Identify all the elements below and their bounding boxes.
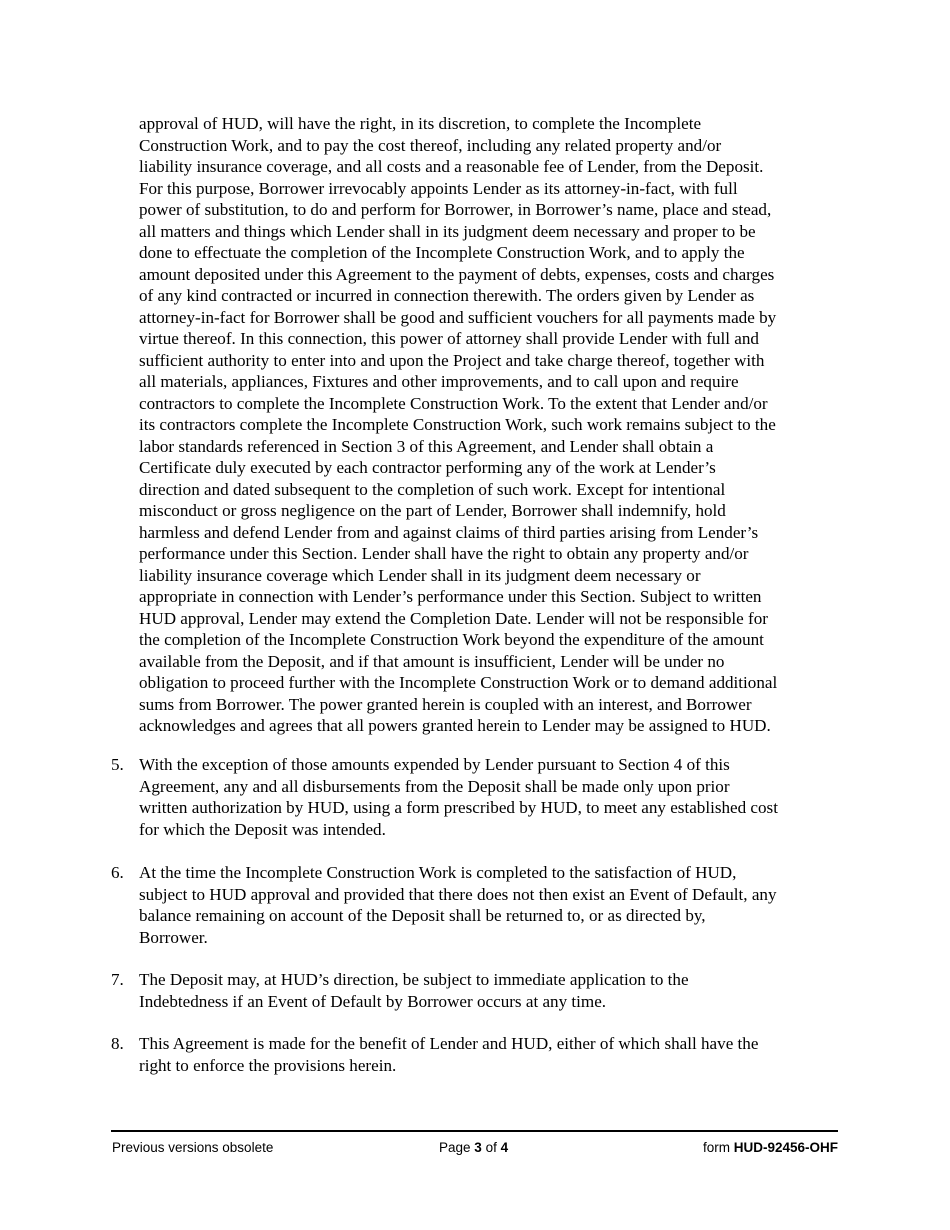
form-identifier <box>703 1139 838 1157</box>
item-number: 5. <box>111 755 124 774</box>
paragraph-line: misconduct or gross negligence on the part of Lender, Borrower shall indemnify, hold <box>139 501 726 520</box>
paragraph-line: For this purpose, Borrower irrevocably appoints Lender as its attorney-in-fact, with full <box>139 178 738 198</box>
paragraph-line: power of substitution, to do and perform for Borrower, in Borrower’s name, place and stead, <box>139 200 772 219</box>
paragraph-line: attorney-in-fact for Borrower shall be good and sufficient vouchers for all payments made by <box>139 307 777 327</box>
paragraph-line: Indebtedness if an Event of Default by Borrower occurs at any time. <box>139 991 607 1011</box>
item-text <box>139 1033 842 1076</box>
paragraph-line: HUD approval, Lender may extend the Completion Date. Lender will not be responsible for <box>139 608 768 628</box>
paragraph-line: Agreement, any and all disbursements from the Deposit shall be made only upon prior <box>139 776 730 796</box>
paragraph-line: all matters and things which Lender shall in its judgment deem necessary and proper to be <box>139 221 756 241</box>
paragraph-line: harmless and defend Lender from and against claims of third parties arising from Lender’s <box>139 522 759 542</box>
item-number: 6. <box>111 863 124 882</box>
paragraph-line: direction and dated subsequent to the completion of such work. Except for intentional <box>139 479 726 499</box>
paragraph-line: approval of HUD, will have the right, in its discretion, to complete the Incomplete <box>139 114 702 133</box>
item-text <box>139 862 842 948</box>
paragraph-line: performance under this Section. Lender shall have the right to obtain any property and/or <box>139 544 749 563</box>
paragraph-line: for which the Deposit was intended. <box>139 819 386 839</box>
item-number: 7. <box>111 970 124 989</box>
paragraph-line: At the time the Incomplete Construction Work is completed to the satisfaction of HUD, <box>139 863 737 882</box>
paragraph-line: written authorization by HUD, using a form prescribed by HUD, to meet any established cost <box>139 798 778 817</box>
section-4-continuation <box>139 113 842 737</box>
paragraph-line: Borrower. <box>139 927 208 947</box>
item-number: 8. <box>111 1034 124 1053</box>
footer-obsolete-note: Previous versions obsolete <box>112 1140 274 1155</box>
paragraph-line: balance remaining on account of the Deposit shall be returned to, or as directed by, <box>139 906 706 925</box>
item-text <box>139 969 842 1012</box>
paragraph-line: liability insurance coverage which Lender shall in its judgment deem necessary or <box>139 565 701 585</box>
paragraph-line: This Agreement is made for the benefit of Lender and HUD, either of which shall have the <box>139 1034 759 1053</box>
page-label: Page <box>439 1140 471 1155</box>
paragraph-line: sufficient authority to enter into and upon the Project and take charge thereof, together with <box>139 350 765 370</box>
form-label: form <box>702 1140 730 1155</box>
paragraph-line: liability insurance coverage, and all costs and a reasonable fee of Lender, from the Deposit. <box>139 157 764 176</box>
paragraph-line: With the exception of those amounts expended by Lender pursuant to Section 4 of this <box>139 755 730 774</box>
paragraph-line: amount deposited under this Agreement to the payment of debts, expenses, costs and charges <box>139 264 775 284</box>
paragraph-line: virtue thereof. In this connection, this power of attorney shall provide Lender with full and <box>139 329 759 348</box>
paragraph-line: contractors to complete the Incomplete Construction Work. To the extent that Lender and/or <box>139 393 768 413</box>
page-footer <box>111 1139 838 1159</box>
paragraph-line: obligation to proceed further with the Incomplete Construction Work or to demand additional <box>139 673 778 692</box>
paragraph-line: of any kind contracted or incurred in connection therewith. The orders given by Lender as <box>139 286 755 305</box>
page-total: 4 <box>500 1140 509 1155</box>
paragraph-line: appropriate in connection with Lender’s performance under this Section. Subject to written <box>139 587 762 606</box>
paragraph-line: the completion of the Incomplete Construction Work beyond the expenditure of the amount <box>139 630 764 649</box>
paragraph-line: subject to HUD approval and provided that there does not then exist an Event of Default, any <box>139 884 777 904</box>
paragraph-line: its contractors complete the Incomplete Construction Work, such work remains subject to the <box>139 415 776 434</box>
page-current: 3 <box>474 1140 482 1155</box>
page-number <box>439 1139 508 1157</box>
paragraph-line: all materials, appliances, Fixtures and other improvements, and to call upon and require <box>139 372 739 391</box>
footer-divider <box>111 1130 838 1132</box>
paragraph-line: acknowledges and agrees that all powers granted herein to Lender may be assigned to HUD. <box>139 716 771 735</box>
paragraph-line: Certificate duly executed by each contractor performing any of the work at Lender’s <box>139 458 716 477</box>
paragraph-line: labor standards referenced in Section 3 of this Agreement, and Lender shall obtain a <box>139 436 714 456</box>
paragraph-line: The Deposit may, at HUD’s direction, be subject to immediate application to the <box>139 970 689 989</box>
paragraph-line: sums from Borrower. The power granted herein is coupled with an interest, and Borrower <box>139 694 752 714</box>
paragraph-line: right to enforce the provisions herein. <box>139 1055 397 1075</box>
form-number: HUD-92456-OHF <box>733 1140 838 1155</box>
paragraph-line: done to effectuate the completion of the Incomplete Construction Work, and to apply the <box>139 243 745 262</box>
page-of-label: of <box>485 1140 497 1155</box>
paragraph-line: Construction Work, and to pay the cost thereof, including any related property and/or <box>139 135 722 155</box>
paragraph-line: available from the Deposit, and if that amount is insufficient, Lender will be under no <box>139 651 725 671</box>
item-text <box>139 754 842 840</box>
